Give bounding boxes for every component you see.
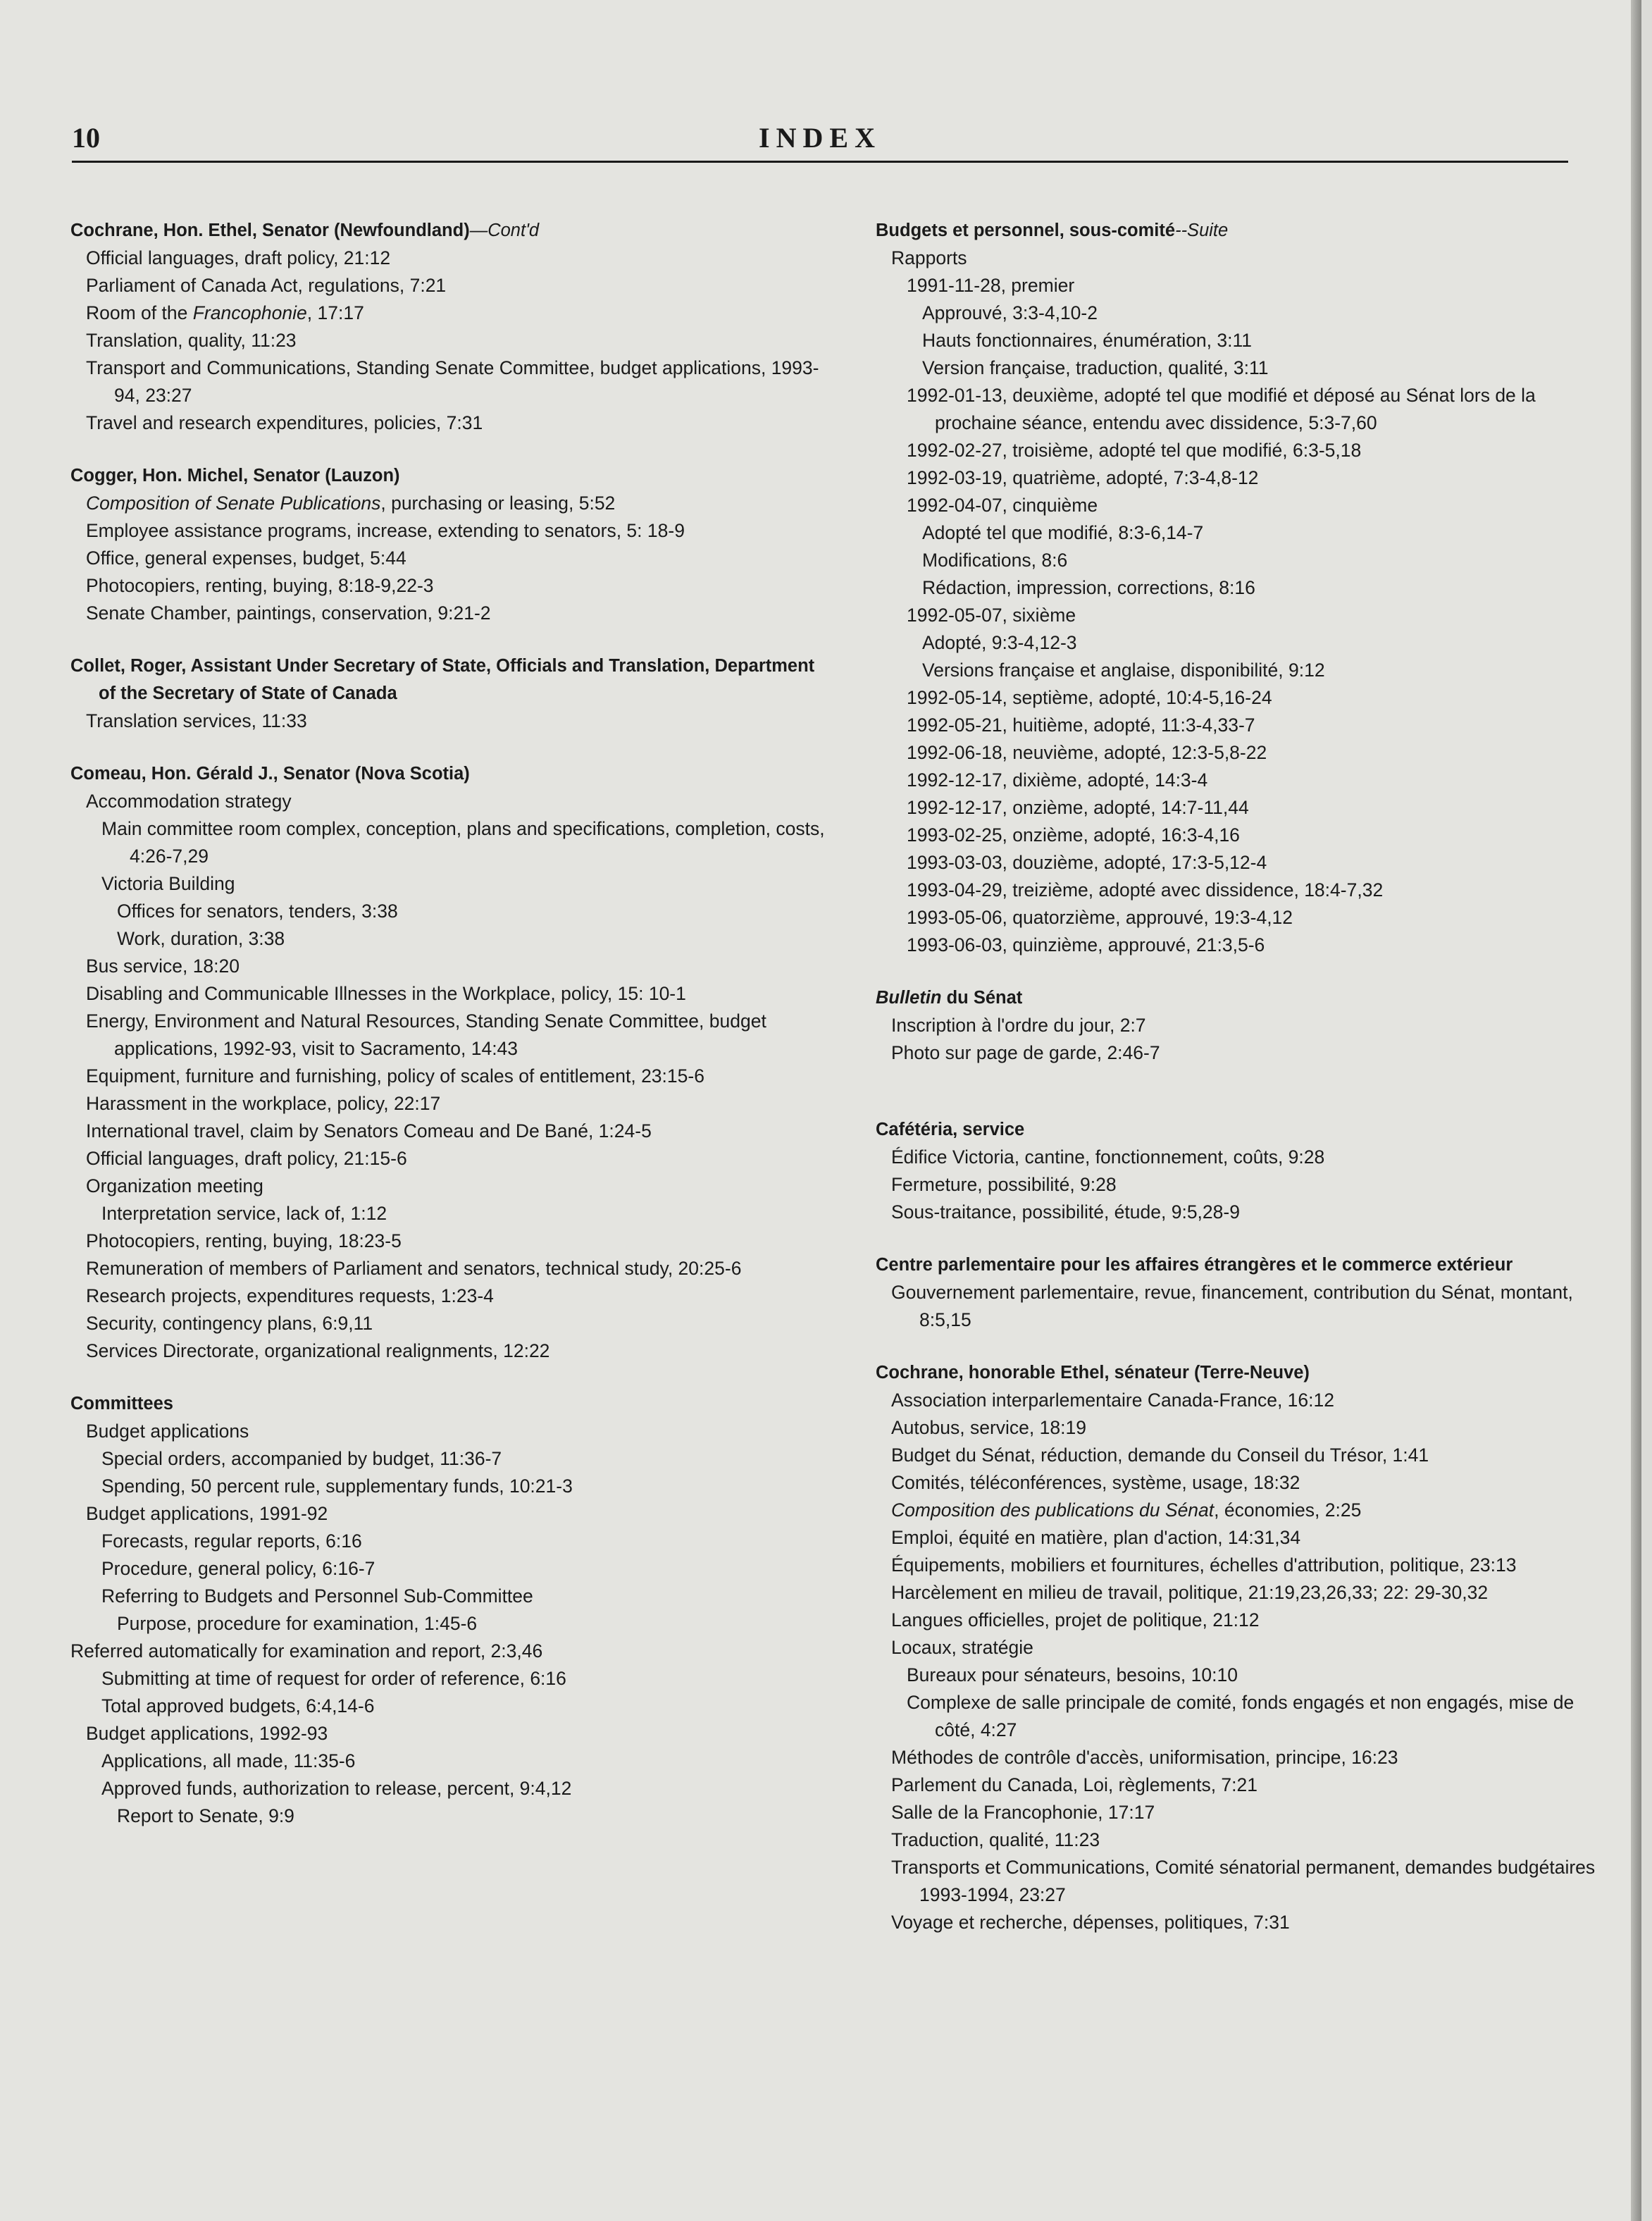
entry-subline	[876, 1826, 1601, 1854]
entry-subline	[70, 299, 831, 327]
entry-subline	[70, 1418, 831, 1445]
entry-subline	[876, 1552, 1601, 1579]
subline-text: Équipements, mobiliers et fournitures, échelles d'attribution, politique, 23:13	[891, 1554, 1517, 1576]
subline-text: Official languages, draft policy, 21:12	[86, 247, 391, 268]
subline-text: Rapports	[891, 247, 967, 268]
subline-text: Locaux, stratégie	[891, 1637, 1033, 1658]
subline-text: Salle de la Francophonie, 17:17	[891, 1802, 1155, 1823]
right-column	[876, 217, 1601, 1936]
subline-text: Langues officielles, projet de politique, 21:12	[891, 1609, 1260, 1631]
entry-subline	[70, 788, 831, 815]
subline-text: Offices for senators, tenders, 3:38	[117, 901, 398, 922]
subline-text: Budget applications	[86, 1421, 249, 1442]
entry-heading	[70, 760, 831, 788]
subline-text: Translation, quality, 11:23	[86, 330, 297, 351]
subline-text: Interpretation service, lack of, 1:12	[101, 1203, 387, 1224]
entry-heading-text: Collet, Roger, Assistant Under Secretary of State, Officials and Translation, Department of the Secretary of State of Canada	[70, 656, 815, 703]
subline-text: Spending, 50 percent rule, supplementary funds, 10:21-3	[101, 1475, 573, 1497]
entry-heading-text: Cochrane, Hon. Ethel, Senator (Newfoundland)	[70, 221, 470, 240]
entry-subline	[70, 1008, 831, 1063]
subline-text: Employee assistance programs, increase, extending to senators, 5: 18-9	[86, 520, 685, 541]
subline-text: Forecasts, regular reports, 6:16	[101, 1530, 362, 1552]
entry-subline	[876, 1171, 1601, 1199]
subline-text: Translation services, 11:33	[86, 710, 307, 731]
subline-text: 1993-03-03, douzième, adopté, 17:3-5,12-4	[907, 852, 1267, 873]
subline-text-post: , économies, 2:25	[1214, 1499, 1362, 1521]
subline-text: Referred automatically for examination and report, 2:3,46	[70, 1640, 543, 1662]
subline-text: Budget du Sénat, réduction, demande du Conseil du Trésor, 1:41	[891, 1444, 1429, 1466]
entry-subline	[70, 1473, 831, 1500]
entry-subline	[70, 327, 831, 354]
index-entry	[876, 1359, 1601, 1936]
entry-subline	[876, 1199, 1601, 1226]
subline-text: Comités, téléconférences, système, usage, 18:32	[891, 1472, 1300, 1493]
entry-subline	[70, 707, 831, 735]
subline-text: Transport and Communications, Standing Senate Committee, budget applications, 1993-94, 23:27	[86, 357, 819, 406]
entry-heading	[70, 217, 831, 245]
entry-subline	[876, 327, 1601, 354]
entry-heading-text: Cafétéria, service	[876, 1120, 1025, 1139]
entry-subline	[876, 464, 1601, 492]
subline-text: Disabling and Communicable Illnesses in the Workplace, policy, 15: 10-1	[86, 983, 686, 1004]
subline-text: 1992-05-14, septième, adopté, 10:4-5,16-24	[907, 687, 1272, 708]
entry-subline	[876, 1012, 1601, 1039]
entry-heading-text: Comeau, Hon. Gérald J., Senator (Nova Scotia)	[70, 764, 470, 784]
subline-text: Parlement du Canada, Loi, règlements, 7:21	[891, 1774, 1258, 1795]
subline-text: 1993-02-25, onzième, adopté, 16:3-4,16	[907, 824, 1240, 846]
subline-text: Budget applications, 1992-93	[86, 1723, 328, 1744]
entry-subline	[876, 519, 1601, 547]
subline-text: 1992-02-27, troisième, adopté tel que modifié, 6:3-5,18	[907, 440, 1362, 461]
subline-text: Traduction, qualité, 11:23	[891, 1829, 1100, 1850]
entry-heading	[70, 1390, 831, 1418]
index-entry	[70, 760, 831, 1365]
entry-subline	[70, 980, 831, 1008]
entry-heading	[876, 217, 1601, 245]
entry-subline	[70, 1802, 831, 1830]
entry-subline	[70, 870, 831, 898]
entry-subline	[876, 877, 1601, 904]
subline-text: Office, general expenses, budget, 5:44	[86, 547, 406, 569]
entry-subline	[876, 1771, 1601, 1799]
subline-text: Harassment in the workplace, policy, 22:17	[86, 1093, 441, 1114]
subline-text: Transports et Communications, Comité sénatorial permanent, demandes budgétaires 1993-1994, 23:27	[891, 1857, 1596, 1905]
subline-text: Equipment, furniture and furnishing, policy of scales of entitlement, 23:15-6	[86, 1065, 704, 1087]
subline-text: Senate Chamber, paintings, conservation, 9:21-2	[86, 602, 491, 624]
subline-text: Inscription à l'ordre du jour, 2:7	[891, 1015, 1146, 1036]
subline-text-post: , 17:17	[306, 302, 364, 323]
entry-subline	[876, 822, 1601, 849]
entry-subline	[876, 272, 1601, 299]
entry-subline	[876, 1039, 1601, 1067]
subline-text: Approuvé, 3:3-4,10-2	[922, 302, 1098, 323]
index-entry	[70, 217, 831, 437]
entry-subline	[70, 517, 831, 545]
subline-text-post: , purchasing or leasing, 5:52	[380, 493, 616, 514]
subline-text: 1992-05-07, sixième	[907, 605, 1076, 626]
entry-subline	[70, 1173, 831, 1200]
entry-subline	[70, 1145, 831, 1173]
entry-subline	[876, 1662, 1601, 1689]
entry-subline	[876, 1909, 1601, 1936]
entry-subline	[70, 245, 831, 272]
subline-text: Complexe de salle principale de comité, fonds engagés et non engagés, mise de côté, 4:27	[907, 1692, 1575, 1740]
entry-subline	[70, 1118, 831, 1145]
entry-subline	[876, 245, 1601, 272]
subline-text: Travel and research expenditures, policies, 7:31	[86, 412, 483, 433]
index-entry	[876, 1251, 1601, 1334]
entry-subline	[876, 1279, 1601, 1334]
entry-subline	[876, 904, 1601, 932]
index-entry	[70, 1390, 831, 1830]
entry-heading-text: Cogger, Hon. Michel, Senator (Lauzon)	[70, 466, 400, 485]
entry-heading-text: Centre parlementaire pour les affaires étrangères et le commerce extérieur	[876, 1255, 1513, 1275]
entry-heading	[876, 1359, 1601, 1387]
subline-text: 1992-12-17, dixième, adopté, 14:3-4	[907, 769, 1208, 791]
subline-text: 1992-05-21, huitième, adopté, 11:3-4,33-7	[907, 714, 1255, 736]
entry-subline	[70, 572, 831, 600]
subline-text: Main committee room complex, conception, plans and specifications, completion, costs, 4:26-7,29	[101, 818, 825, 867]
subline-text: Report to Senate, 9:9	[117, 1805, 294, 1826]
entry-subline	[70, 815, 831, 870]
entry-subline	[876, 712, 1601, 739]
subline-text: 1993-04-29, treizième, adopté avec dissidence, 18:4-7,32	[907, 879, 1384, 901]
subline-text: Bureaux pour sénateurs, besoins, 10:10	[907, 1664, 1238, 1685]
subline-text: Association interparlementaire Canada-France, 16:12	[891, 1390, 1334, 1411]
subline-text: Bus service, 18:20	[86, 955, 240, 977]
entry-subline	[876, 1579, 1601, 1607]
entry-heading	[876, 1251, 1601, 1279]
entry-subline	[876, 684, 1601, 712]
subline-italic-title: Composition of Senate Publications	[86, 493, 381, 514]
entry-subline	[876, 1144, 1601, 1171]
entry-subline	[876, 1497, 1601, 1524]
entry-heading-text: Budgets et personnel, sous-comité	[876, 221, 1176, 240]
entry-subline	[70, 1063, 831, 1090]
subline-text: Harcèlement en milieu de travail, politique, 21:19,23,26,33; 22: 29-30,32	[891, 1582, 1489, 1603]
entry-heading-text: du Sénat	[941, 988, 1023, 1008]
entry-subline	[876, 602, 1601, 629]
index-entry	[876, 984, 1601, 1067]
subline-text: 1991-11-28, premier	[907, 275, 1075, 296]
entry-subline	[70, 409, 831, 437]
entry-subline	[876, 1387, 1601, 1414]
header-rule	[72, 161, 1568, 163]
subline-text: Adopté, 9:3-4,12-3	[922, 632, 1077, 653]
entry-subline	[876, 1744, 1601, 1771]
page-number: 10	[72, 122, 100, 154]
subline-text: Organization meeting	[86, 1175, 263, 1196]
subline-text: International travel, claim by Senators Comeau and De Bané, 1:24-5	[86, 1120, 652, 1142]
entry-subline	[876, 657, 1601, 684]
entry-subline	[70, 925, 831, 953]
subline-text: Versions française et anglaise, disponibilité, 9:12	[922, 660, 1325, 681]
subline-text: Hauts fonctionnaires, énumération, 3:11	[922, 330, 1252, 351]
entry-heading	[876, 984, 1601, 1012]
subline-text: 1992-04-07, cinquième	[907, 495, 1098, 516]
entry-subline	[70, 1445, 831, 1473]
entry-subline	[70, 1665, 831, 1693]
page-header	[72, 121, 1568, 163]
entry-subline	[70, 545, 831, 572]
subline-text-pre: Room of the	[86, 302, 193, 323]
entry-subline	[876, 1854, 1601, 1909]
index-entry	[70, 462, 831, 627]
entry-subline	[70, 1555, 831, 1583]
entry-subline	[70, 1255, 831, 1282]
subline-text: Purpose, procedure for examination, 1:45-6	[117, 1613, 478, 1634]
left-column	[70, 217, 831, 1830]
subline-text: 1992-03-19, quatrième, adopté, 7:3-4,8-12	[907, 467, 1259, 488]
entry-subline	[70, 1528, 831, 1555]
subline-text: 1992-01-13, deuxième, adopté tel que modifié et déposé au Sénat lors de la prochaine séance, entendu avec dissidence, 5:3-7,60	[907, 385, 1536, 433]
subline-text: Gouvernement parlementaire, revue, financement, contribution du Sénat, montant, 8:5,15	[891, 1282, 1573, 1330]
subline-text: Approved funds, authorization to release, percent, 9:4,12	[101, 1778, 572, 1799]
entry-subline	[876, 492, 1601, 519]
subline-text: Official languages, draft policy, 21:15-6	[86, 1148, 407, 1169]
entry-subline	[876, 1442, 1601, 1469]
index-entry	[876, 217, 1601, 959]
subline-text: Emploi, équité en matière, plan d'action, 14:31,34	[891, 1527, 1301, 1548]
entry-subline	[876, 1689, 1601, 1744]
entry-subline	[876, 932, 1601, 959]
subline-text: Photocopiers, renting, buying, 8:18-9,22-3	[86, 575, 434, 596]
entry-heading	[876, 1116, 1601, 1144]
index-entry	[876, 1116, 1601, 1226]
subline-text: Victoria Building	[101, 873, 235, 894]
entry-subline	[70, 490, 831, 517]
entry-subline	[70, 272, 831, 299]
entry-subline	[70, 1227, 831, 1255]
subline-text: Procedure, general policy, 6:16-7	[101, 1558, 375, 1579]
entry-heading	[70, 462, 831, 490]
entry-subline	[876, 1469, 1601, 1497]
entry-subline	[70, 1693, 831, 1720]
entry-subline	[876, 437, 1601, 464]
subline-text: Photo sur page de garde, 2:46-7	[891, 1042, 1160, 1063]
entry-subline	[876, 794, 1601, 822]
entry-subline	[70, 953, 831, 980]
subline-text: Méthodes de contrôle d'accès, uniformisation, principe, 16:23	[891, 1747, 1398, 1768]
entry-subline	[70, 1310, 831, 1337]
entry-subline	[876, 354, 1601, 382]
subline-text: Applications, all made, 11:35-6	[101, 1750, 356, 1771]
entry-heading-continued: --Suite	[1175, 221, 1229, 240]
page-title: INDEX	[759, 122, 881, 154]
subline-text: Autobus, service, 18:19	[891, 1417, 1086, 1438]
entry-subline	[876, 767, 1601, 794]
entry-subline	[876, 739, 1601, 767]
subline-text: 1992-12-17, onzième, adopté, 14:7-11,44	[907, 797, 1249, 818]
subline-text: Voyage et recherche, dépenses, politiques, 7:31	[891, 1912, 1290, 1933]
index-entry	[70, 652, 831, 735]
entry-subline	[70, 1610, 831, 1638]
entry-heading-text: Cochrane, honorable Ethel, sénateur (Terre-Neuve)	[876, 1363, 1310, 1382]
subline-text: Services Directorate, organizational realignments, 12:22	[86, 1340, 550, 1361]
entry-subline	[876, 382, 1601, 437]
subline-text: Version française, traduction, qualité, 3:11	[922, 357, 1269, 378]
entry-subline	[70, 898, 831, 925]
subline-italic-title: Composition des publications du Sénat	[891, 1499, 1215, 1521]
subline-text: Budget applications, 1991-92	[86, 1503, 328, 1524]
entry-subline	[876, 1634, 1601, 1662]
entry-subline	[70, 1638, 831, 1665]
entry-subline	[876, 299, 1601, 327]
subline-text: Total approved budgets, 6:4,14-6	[101, 1695, 375, 1716]
entry-heading	[70, 652, 831, 707]
subline-text: Adopté tel que modifié, 8:3-6,14-7	[922, 522, 1204, 543]
subline-text: Sous-traitance, possibilité, étude, 9:5,28-9	[891, 1201, 1240, 1223]
subline-text: Security, contingency plans, 6:9,11	[86, 1313, 373, 1334]
subline-text: Rédaction, impression, corrections, 8:16	[922, 577, 1255, 598]
subline-text: Photocopiers, renting, buying, 18:23-5	[86, 1230, 402, 1251]
entry-subline	[70, 1282, 831, 1310]
subline-text: Referring to Budgets and Personnel Sub-Committee	[101, 1585, 533, 1607]
entry-subline	[876, 1524, 1601, 1552]
entry-subline	[876, 629, 1601, 657]
entry-subline	[70, 600, 831, 627]
entry-subline	[70, 1090, 831, 1118]
subline-text: Remuneration of members of Parliament and senators, technical study, 20:25-6	[86, 1258, 742, 1279]
entry-heading-text: Committees	[70, 1394, 173, 1413]
subline-text: Work, duration, 3:38	[117, 928, 285, 949]
entry-subline	[876, 547, 1601, 574]
entry-subline	[70, 1583, 831, 1610]
subline-text: Fermeture, possibilité, 9:28	[891, 1174, 1117, 1195]
subline-text: 1993-06-03, quinzième, approuvé, 21:3,5-6	[907, 934, 1265, 955]
entry-subline	[70, 1775, 831, 1802]
entry-subline	[70, 1720, 831, 1747]
subline-text: Parliament of Canada Act, regulations, 7:21	[86, 275, 447, 296]
subline-text: Accommodation strategy	[86, 791, 292, 812]
subline-text: 1992-06-18, neuvième, adopté, 12:3-5,8-22	[907, 742, 1267, 763]
subline-text: Research projects, expenditures requests, 1:23-4	[86, 1285, 494, 1306]
subline-text: Édifice Victoria, cantine, fonctionnement, coûts, 9:28	[891, 1146, 1325, 1168]
entry-subline	[70, 1500, 831, 1528]
entry-subline	[876, 1414, 1601, 1442]
entry-subline	[876, 1799, 1601, 1826]
subline-italic-title: Francophonie	[192, 302, 307, 323]
entry-subline	[876, 1607, 1601, 1634]
subline-text: Special orders, accompanied by budget, 11:36-7	[101, 1448, 502, 1469]
entry-subline	[876, 849, 1601, 877]
entry-subline	[876, 574, 1601, 602]
subline-text: Energy, Environment and Natural Resources, Standing Senate Committee, budget applications, 1992-93, visit to Sacramento, 14:43	[86, 1010, 766, 1059]
subline-text: Submitting at time of request for order of reference, 6:16	[101, 1668, 566, 1689]
entry-heading-italic: Bulletin	[876, 988, 942, 1008]
page-edge-shadow	[1631, 0, 1641, 2221]
entry-subline	[70, 354, 831, 409]
entry-subline	[70, 1337, 831, 1365]
entry-subline	[70, 1200, 831, 1227]
subline-text: Modifications, 8:6	[922, 550, 1068, 571]
subline-text: 1993-05-06, quatorzième, approuvé, 19:3-4,12	[907, 907, 1293, 928]
entry-heading-continued: —Cont'd	[469, 221, 540, 240]
entry-subline	[70, 1747, 831, 1775]
